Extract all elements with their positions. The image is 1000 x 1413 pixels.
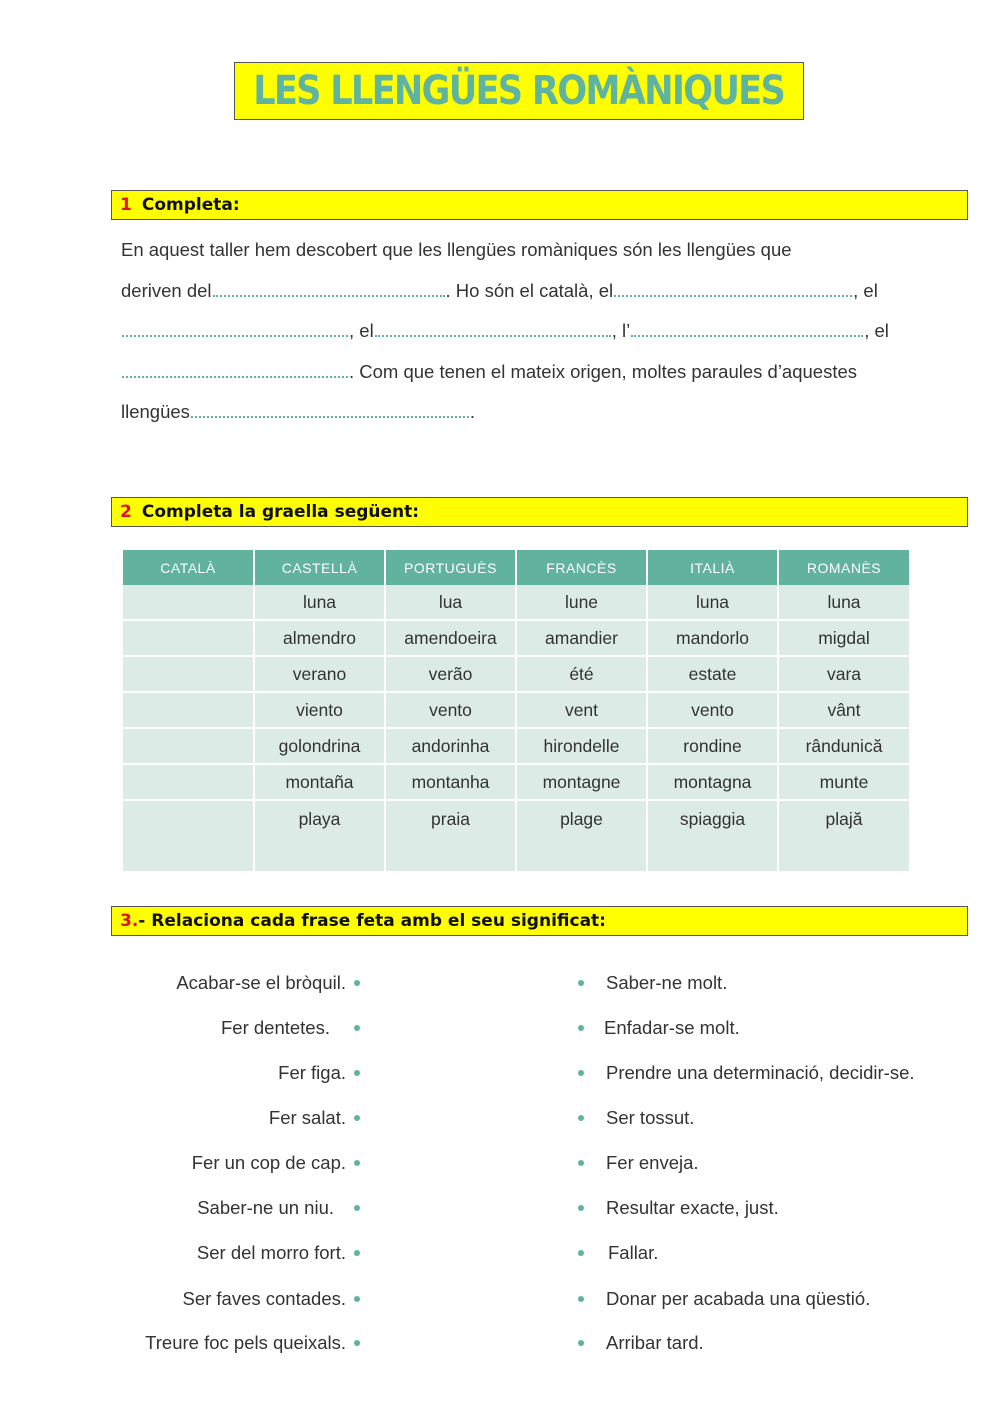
column-header: ITALIÀ xyxy=(647,550,778,585)
match-dot[interactable] xyxy=(354,1340,360,1346)
title-box xyxy=(234,62,804,120)
catalan-answer-cell[interactable] xyxy=(123,620,254,656)
column-header: PORTUGUÈS xyxy=(385,550,516,585)
idiom-item[interactable] xyxy=(145,1332,360,1354)
meaning-text: Saber-ne molt. xyxy=(606,972,728,993)
section-3-header xyxy=(111,906,968,936)
meaning-text: Resultar exacte, just. xyxy=(606,1197,779,1218)
table-cell: hirondelle xyxy=(516,728,647,764)
text-segment: , l’ xyxy=(611,320,631,341)
meaning-text: Fer enveja. xyxy=(606,1152,699,1173)
paragraph-line-3 xyxy=(121,311,921,352)
paragraph-line-2 xyxy=(121,271,921,312)
match-dot[interactable] xyxy=(578,1250,584,1256)
table-cell: verão xyxy=(385,656,516,692)
meaning-item[interactable] xyxy=(578,1197,779,1219)
idiom-item[interactable] xyxy=(269,1107,360,1129)
match-dot[interactable] xyxy=(578,1160,584,1166)
section-2-number: 2 xyxy=(120,502,132,522)
meaning-item[interactable] xyxy=(578,1152,699,1174)
catalan-answer-cell[interactable] xyxy=(123,585,254,620)
idiom-text: Fer un cop de cap. xyxy=(191,1152,346,1173)
table-cell: rândunică xyxy=(778,728,909,764)
table-row xyxy=(123,656,909,692)
paragraph-line-1 xyxy=(121,230,921,271)
table-cell: almendro xyxy=(254,620,385,656)
idiom-text: Treure foc pels queixals. xyxy=(145,1332,346,1353)
match-dot[interactable] xyxy=(354,1296,360,1302)
section-2-header xyxy=(111,497,968,527)
table-cell: mandorlo xyxy=(647,620,778,656)
table-cell: playa xyxy=(254,800,385,871)
idiom-item[interactable] xyxy=(278,1062,360,1084)
table-cell: lua xyxy=(385,585,516,620)
blank-language-3[interactable] xyxy=(375,321,611,337)
column-header: CASTELLÀ xyxy=(254,550,385,585)
table-cell: vara xyxy=(778,656,909,692)
table-cell: montagne xyxy=(516,764,647,800)
match-dot[interactable] xyxy=(578,1296,584,1302)
table-cell: montanha xyxy=(385,764,516,800)
blank-relation[interactable] xyxy=(191,402,469,418)
table-header-row xyxy=(123,550,909,585)
column-header: CATALÀ xyxy=(123,550,254,585)
meaning-item[interactable] xyxy=(578,1017,740,1039)
match-dot[interactable] xyxy=(578,1025,584,1031)
idiom-text: Ser faves contades. xyxy=(182,1288,346,1309)
match-dot[interactable] xyxy=(578,1205,584,1211)
match-dot[interactable] xyxy=(578,1115,584,1121)
blank-language-4[interactable] xyxy=(631,321,863,337)
meaning-text: Fallar. xyxy=(608,1242,659,1263)
match-dot[interactable] xyxy=(578,980,584,986)
match-dot[interactable] xyxy=(578,1070,584,1076)
section-1-header xyxy=(111,190,968,220)
text-segment: En aquest taller hem descobert que les llengües romàniques són les llengües que xyxy=(121,239,792,260)
match-dot[interactable] xyxy=(354,1160,360,1166)
catalan-answer-cell[interactable] xyxy=(123,800,254,871)
catalan-answer-cell[interactable] xyxy=(123,692,254,728)
idiom-item[interactable] xyxy=(197,1197,360,1219)
match-dot[interactable] xyxy=(354,1115,360,1121)
match-dot[interactable] xyxy=(354,1205,360,1211)
text-segment: , el xyxy=(853,279,878,301)
table-row xyxy=(123,800,909,871)
meaning-text: Donar per acabada una qüestió. xyxy=(606,1288,871,1309)
section-1-number: 1 xyxy=(120,195,132,215)
text-segment: , el xyxy=(864,320,889,341)
text-segment: . Ho són el català, el xyxy=(445,279,614,301)
meaning-item[interactable] xyxy=(578,1288,870,1310)
blank-language-5[interactable] xyxy=(122,362,348,378)
section-3-heading: - Relaciona cada frase feta amb el seu significat: xyxy=(138,911,606,931)
text-segment: deriven del xyxy=(121,279,212,301)
fill-in-paragraph xyxy=(121,230,921,433)
meaning-text: Arribar tard. xyxy=(606,1332,704,1353)
meaning-text: Ser tossut. xyxy=(606,1107,695,1128)
idiom-item[interactable] xyxy=(221,1017,360,1039)
table-cell: andorinha xyxy=(385,728,516,764)
meaning-text: Prendre una determinació, decidir-se. xyxy=(606,1062,915,1083)
table-cell: lune xyxy=(516,585,647,620)
section-1-heading: Completa: xyxy=(141,195,240,215)
match-dot[interactable] xyxy=(354,1025,360,1031)
table-row xyxy=(123,728,909,764)
meaning-item[interactable] xyxy=(578,1062,915,1084)
idiom-text: Ser del morro fort. xyxy=(196,1242,346,1263)
text-segment: llengües xyxy=(121,401,190,422)
meaning-item[interactable] xyxy=(578,972,727,994)
idiom-text: Fer figa. xyxy=(278,1062,346,1083)
table-cell: vânt xyxy=(778,692,909,728)
catalan-answer-cell[interactable] xyxy=(123,728,254,764)
meaning-text: Enfadar-se molt. xyxy=(604,1017,740,1038)
text-segment: . Com que tenen el mateix origen, moltes paraules d’aquestes xyxy=(349,360,858,382)
idiom-item[interactable] xyxy=(182,1288,360,1310)
idiom-text: Fer salat. xyxy=(268,1107,346,1128)
blank-language-1[interactable] xyxy=(614,281,852,297)
table-cell: luna xyxy=(254,585,385,620)
table-cell: plage xyxy=(516,800,647,871)
page-title: LES LLENGÜES ROMÀNIQUES xyxy=(253,68,785,114)
blank-language-2[interactable] xyxy=(122,321,348,337)
blank-latin[interactable] xyxy=(213,281,445,297)
table-cell: migdal xyxy=(778,620,909,656)
catalan-answer-cell[interactable] xyxy=(123,764,254,800)
table-cell: vento xyxy=(647,692,778,728)
match-dot[interactable] xyxy=(354,980,360,986)
table-row xyxy=(123,692,909,728)
table-row xyxy=(123,585,909,620)
table-cell: été xyxy=(516,656,647,692)
table-cell: golondrina xyxy=(254,728,385,764)
meaning-item[interactable] xyxy=(578,1332,704,1354)
table-cell: verano xyxy=(254,656,385,692)
table-cell: amandier xyxy=(516,620,647,656)
table-cell: praia xyxy=(385,800,516,871)
idiom-item[interactable] xyxy=(176,972,360,994)
idiom-item[interactable] xyxy=(197,1242,360,1264)
languages-table xyxy=(123,550,909,871)
match-dot[interactable] xyxy=(354,1070,360,1076)
section-3-number: 3. xyxy=(120,911,139,931)
paragraph-line-4 xyxy=(121,352,921,393)
table-cell: spiaggia xyxy=(647,800,778,871)
meaning-item[interactable] xyxy=(578,1107,694,1129)
table-cell: rondine xyxy=(647,728,778,764)
table-cell: luna xyxy=(778,585,909,620)
table-row xyxy=(123,620,909,656)
catalan-answer-cell[interactable] xyxy=(123,656,254,692)
table-cell: amendoeira xyxy=(385,620,516,656)
table-cell: munte xyxy=(778,764,909,800)
table-cell: vent xyxy=(516,692,647,728)
paragraph-line-5 xyxy=(121,392,921,433)
idiom-item[interactable] xyxy=(192,1152,360,1174)
idiom-text: Saber-ne un niu. xyxy=(197,1197,334,1218)
section-2-heading: Completa la graella següent: xyxy=(141,502,420,522)
idiom-text: Acabar-se el bròquil. xyxy=(176,972,346,993)
match-dot[interactable] xyxy=(578,1340,584,1346)
match-dot[interactable] xyxy=(354,1250,360,1256)
text-segment: . xyxy=(469,401,476,422)
table-cell: montaña xyxy=(254,764,385,800)
table-cell: montagna xyxy=(647,764,778,800)
table-cell: luna xyxy=(647,585,778,620)
table-row xyxy=(123,764,909,800)
column-header: ROMANÈS xyxy=(778,550,909,585)
text-segment: , el xyxy=(349,320,374,341)
table-cell: vento xyxy=(385,692,516,728)
table-cell: plajă xyxy=(778,800,909,871)
meaning-item[interactable] xyxy=(578,1242,658,1264)
column-header: FRANCÈS xyxy=(516,550,647,585)
idiom-text: Fer dentetes. xyxy=(220,1017,330,1038)
table-cell: estate xyxy=(647,656,778,692)
table-cell: viento xyxy=(254,692,385,728)
